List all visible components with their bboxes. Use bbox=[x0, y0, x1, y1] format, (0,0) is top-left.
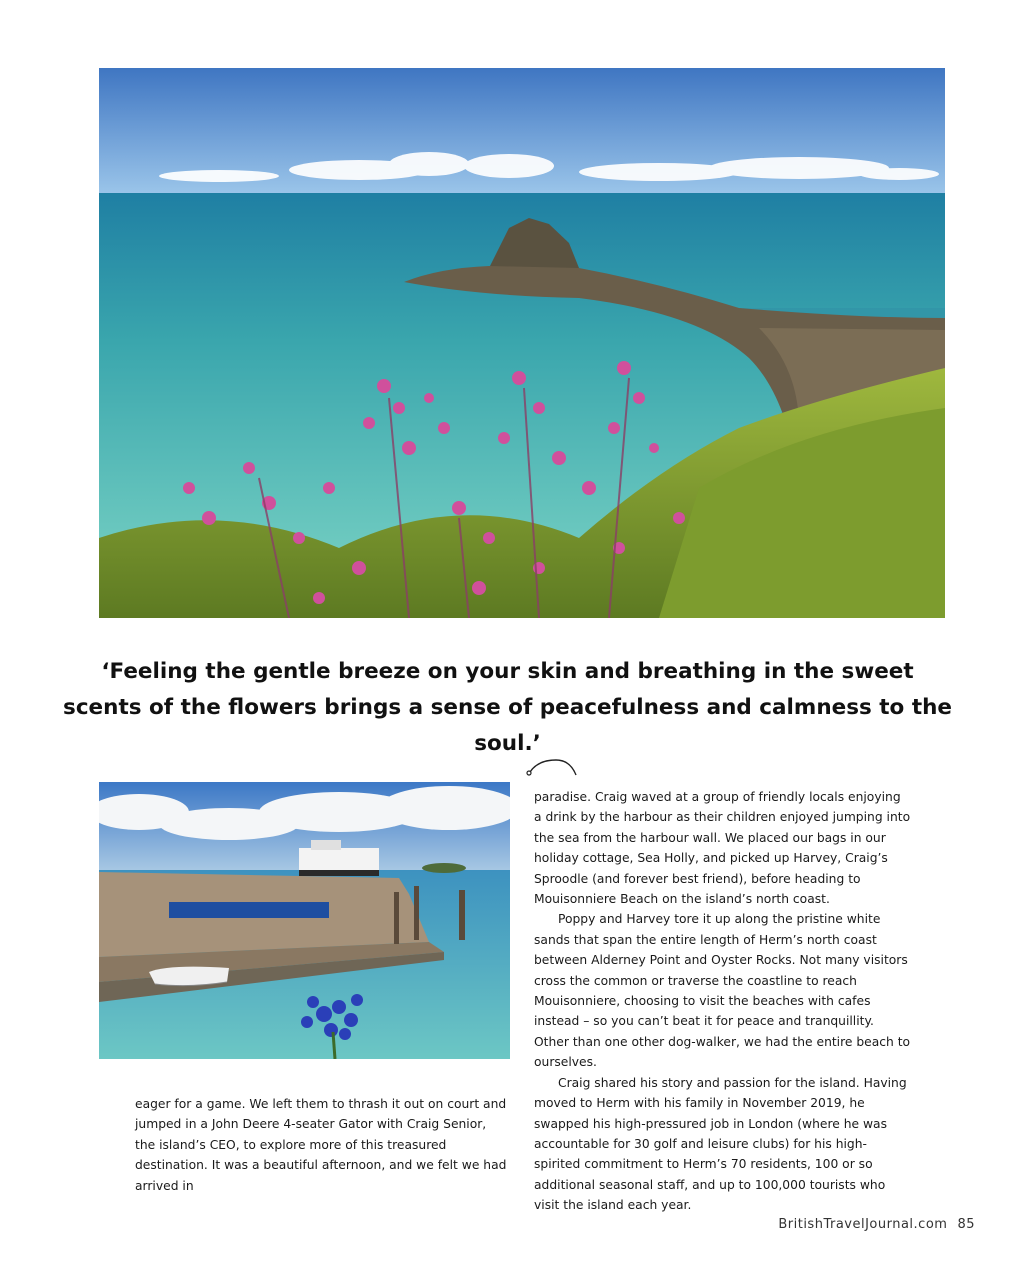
body-paragraph: eager for a game. We left them to thrash it out on court and jumped in a John Deere 4-seater Gator with Craig Senior, the island’s CEO, to explore more of this treasured destination. It was a beautiful afternoon, and we felt we had arrived in bbox=[135, 1097, 507, 1193]
body-paragraph: Craig shared his story and passion for the island. Having moved to Herm with his family in November 2019, he swapped his high-pressured job in London (where he was accountable for 30 golf and leisure clubs) for his high-spirited commitment to Herm’s 70 residents, 100 or so additional seasonal staff, and up to 100,000 tourists who visit the island each year. bbox=[534, 1075, 907, 1213]
pull-quote bbox=[60, 654, 955, 762]
body-paragraph: paradise. Craig waved at a group of friendly locals enjoying a drink by the harbour as their children enjoyed jumping into the sea from the harbour wall. We placed our bags in our holiday cottage, Sea Holly, and picked up Harvey, Craig’s Sproodle (and forever best friend), before heading to Mouisonniere Beach on the island’s north coast. bbox=[534, 790, 911, 907]
page-footer bbox=[760, 1217, 975, 1232]
hero-photo bbox=[99, 68, 945, 618]
quote-text: Feeling the gentle breeze on your skin and breathing in the sweet scents of the flowers brings a sense of peacefulness and calmness to the soul. bbox=[63, 659, 952, 756]
body-column-right bbox=[534, 787, 912, 1216]
harbour-photo bbox=[99, 782, 510, 1059]
quote-close-mark: ’ bbox=[532, 731, 541, 756]
page-number: 85 bbox=[957, 1217, 975, 1232]
footer-site: BritishTravelJournal.com bbox=[778, 1217, 948, 1232]
body-column-left bbox=[135, 1094, 510, 1196]
decorative-swash-icon bbox=[524, 756, 580, 778]
body-paragraph: Poppy and Harvey tore it up along the pristine white sands that span the entire length of Herm’s north coast between Alderney Point and Oyster Rocks. Not many visitors cross the common or traverse the coastline to reach Mouisonniere, choosing to visit the beaches with cafes instead – so you can’t beat it for peace and tranquillity. Other than one other dog-walker, we had the entire beach to ourselves. bbox=[534, 912, 911, 1070]
quote-open-mark: ‘ bbox=[101, 659, 110, 684]
